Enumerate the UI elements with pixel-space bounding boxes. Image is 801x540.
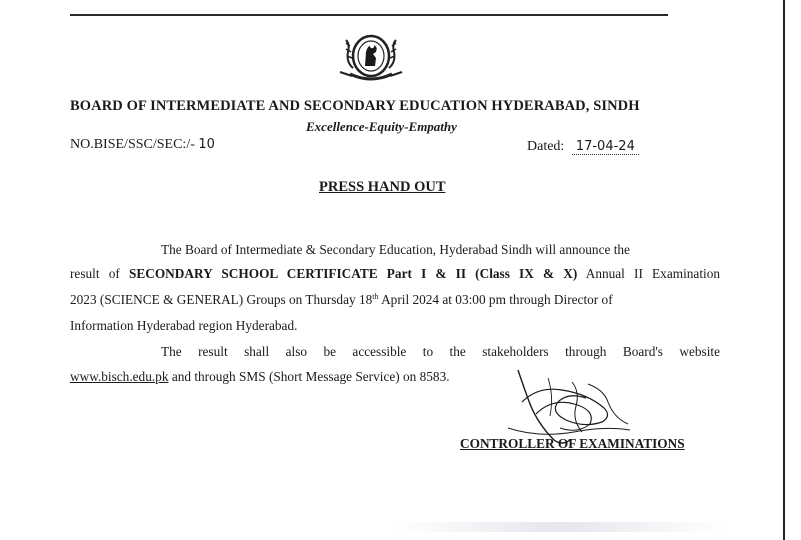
paragraph-2-line-1: The result shall also be accessible to the stakeholders through Board's website — [161, 344, 720, 359]
board-title: BOARD OF INTERMEDIATE AND SECONDARY EDUCATION HYDERABAD, SINDH — [70, 98, 640, 114]
board-emblem-icon — [332, 28, 410, 84]
paragraph-1-line-2 — [70, 266, 720, 282]
signatory-title: CONTROLLER OF EXAMINATIONS — [460, 436, 685, 451]
top-rule — [70, 14, 668, 16]
p1-line3-pre: 2023 (SCIENCE & GENERAL) Groups on Thursday 18 — [70, 292, 373, 307]
certificate-name: SECONDARY SCHOOL CERTIFICATE Part I & II (Class IX & X) — [128, 266, 578, 281]
paragraph-1-line-3 — [70, 292, 613, 308]
motto: Excellence-Equity-Empathy — [306, 119, 457, 134]
date-field — [527, 139, 639, 155]
paragraph-2-line-2 — [70, 369, 450, 385]
paragraph-1-line-1: The Board of Intermediate & Secondary Education, Hyderabad Sindh will announce the — [161, 242, 630, 257]
scan-smudge — [395, 522, 725, 532]
board-website-link[interactable]: www.bisch.edu.pk — [70, 369, 169, 384]
ref-prefix: NO.BISE/SSC/SEC:/- — [70, 137, 195, 152]
ref-number-handwritten: 10 — [198, 137, 215, 152]
p2-line2-post: and through SMS (Short Message Service) on 8583. — [171, 369, 450, 384]
p1-line3-post: April 2024 at 03:00 pm through Director of — [378, 292, 613, 307]
dated-value-handwritten: 17-04-24 — [572, 139, 639, 155]
ordinal-suffix: th — [372, 292, 379, 301]
p1-line2-post: Annual II Examination — [585, 266, 720, 281]
p1-line2-pre: result of — [70, 266, 120, 281]
paragraph-1-line-4: Information Hyderabad region Hyderabad. — [70, 318, 298, 333]
press-release-heading: PRESS HAND OUT — [319, 179, 446, 195]
dated-label: Dated: — [527, 139, 565, 154]
reference-number — [70, 137, 215, 153]
page-edge — [783, 0, 785, 540]
